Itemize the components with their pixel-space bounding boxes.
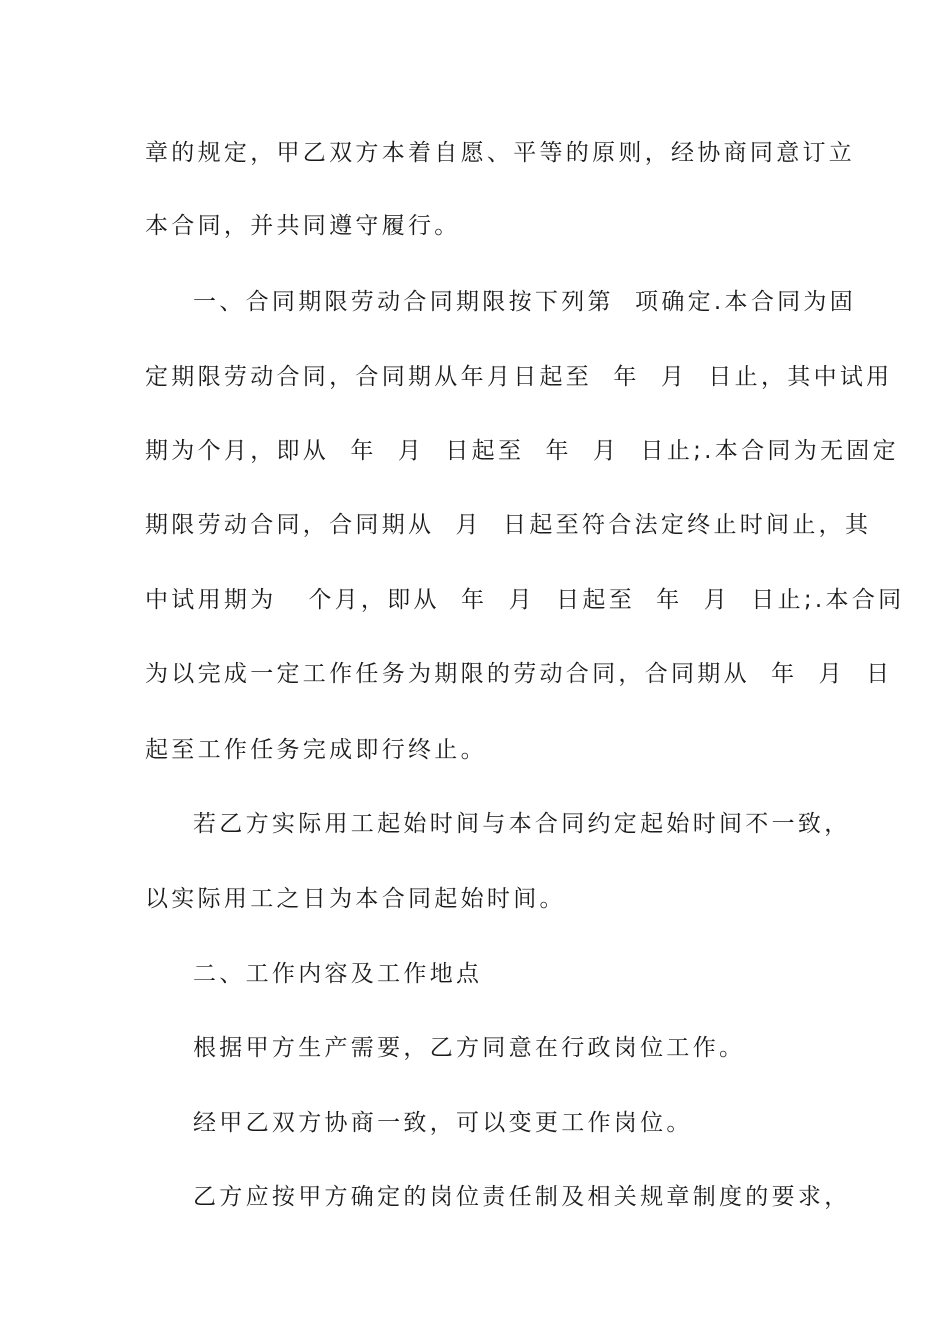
text-line: 为以完成一定工作任务为期限的劳动合同，合同期从 年 月 日	[145, 661, 893, 687]
text-line: 期为个月，即从 年 月 日起至 年 月 日止;.本合同为无固定	[145, 438, 899, 464]
section-heading: 一、合同期限劳动合同期限按下列第 项确定.本合同为固	[193, 289, 857, 315]
text-line: 乙方应按甲方确定的岗位责任制及相关规章制度的要求，	[193, 1184, 851, 1210]
text-line: 期限劳动合同，合同期从 月 日起至符合法定终止时间止，其	[145, 512, 872, 538]
text-line: 经甲乙双方协商一致，可以变更工作岗位。	[193, 1110, 693, 1136]
text-line: 根据甲方生产需要，乙方同意在行政岗位工作。	[193, 1035, 746, 1061]
text-line: 起至工作任务完成即行终止。	[145, 737, 487, 763]
text-line: 中试用期为 个月，即从 年 月 日起至 年 月 日止;.本合同	[145, 587, 905, 613]
text-line: 以实际用工之日为本合同起始时间。	[145, 886, 566, 912]
text-line: 本合同，并共同遵守履行。	[145, 213, 461, 239]
section-heading: 二、工作内容及工作地点	[193, 961, 483, 987]
text-line: 若乙方实际用工起始时间与本合同约定起始时间不一致，	[193, 811, 851, 837]
text-line: 定期限劳动合同，合同期从年月日起至 年 月 日止，其中试用	[145, 364, 893, 390]
text-line: 章的规定，甲乙双方本着自愿、平等的原则，经协商同意订立	[145, 140, 856, 166]
